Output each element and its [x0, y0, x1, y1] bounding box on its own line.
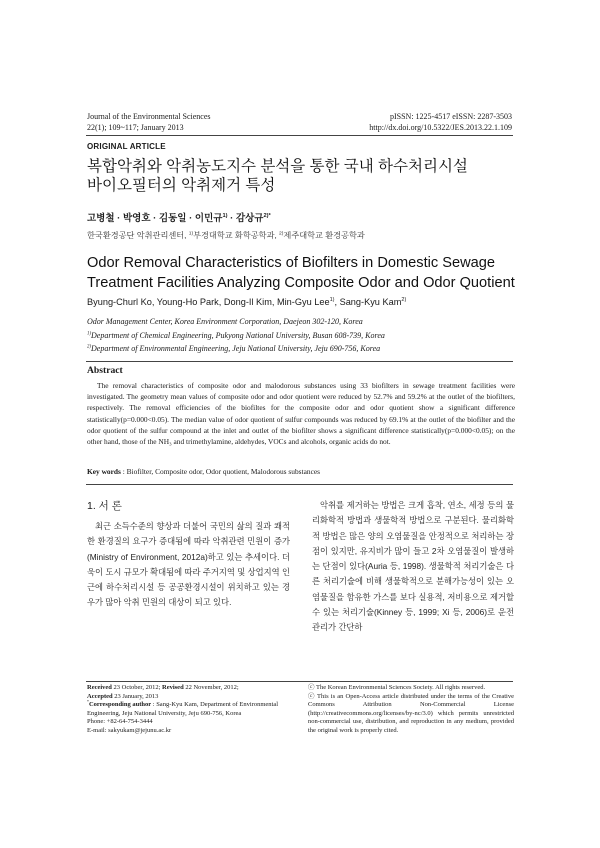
english-authors — [87, 297, 406, 307]
license: ⓒ This is an Open-Access article distributed under the terms of the Creative Commons Attribution Non-Commercial License (http://creativecommons.org/licenses/by-nc/3.0) which permits unrestricted non-commercial use, distribution, and reproduction in any medium, provided the original work is properly cited. — [308, 692, 514, 734]
issn: pISSN: 1225-4517 eISSN: 2287-3503 — [389, 112, 512, 121]
korean-title-line2: 바이오필터의 악취제거 특성 — [87, 177, 276, 194]
affil-line — [87, 329, 385, 343]
author-sup: 1) — [222, 212, 228, 219]
received-date: 23 October, 2012; — [111, 684, 163, 691]
korean-title-line1: 복합악취와 악취농도지수 분석을 통한 국내 하수처리시설 — [87, 158, 468, 175]
revised-date: 22 November, 2012; — [183, 684, 239, 691]
phone: Phone: +82-64-754-3444 — [87, 718, 153, 726]
korean-author-names: 고병철 · 박영호 · 김동일 · 이민규 — [87, 213, 223, 224]
abstract-heading: Abstract — [87, 365, 123, 376]
footer-rule — [86, 681, 513, 682]
body-right-column — [312, 498, 514, 636]
korean-affil: 한국환경공단 악취관리센터, — [87, 231, 189, 240]
abstract-bottom-rule — [86, 484, 513, 485]
affil-line — [87, 342, 385, 356]
author-sup: 2)* — [263, 212, 271, 219]
journal-issue: 22(1); 109~117; January 2013 — [87, 123, 184, 132]
abstract-text: The removal characteristics of composite odor and malodorous substances using 33 biofilters in sewage treatment facilities were investigated. The geometry mean values of composite odor and odor quotient were reduced by 52.7% and 59.2% at the outlet of the biofilters, respectively. The removal efficiencies of the biofiltes for the composite odor and odor quotient show a significant difference statistically(p=0.000<0.05). The median value of odor quotient of sulfur compounds was reduced by 69.1% at the outlet of the biofilter and the odor quotient of the sulfur compound at the inlet and outlet of the biofilter shows a significant difference statistically(p=0.000<0.05); on the other hand, those of the NH₃ and trimethylamine, aldehydes, VOCs and alcohols, organic acids do not. — [87, 381, 515, 447]
keywords-label: Key words — [87, 467, 121, 476]
doi-link[interactable]: http://dx.doi.org/10.5322/JES.2013.22.1.109 — [369, 123, 512, 132]
english-author-names: Byung-Churl Ko, Young-Ho Park, Dong-Il Kim, Min-Gyu Lee — [87, 297, 330, 307]
corresponding-author — [87, 701, 293, 718]
revised-label: Revised — [162, 684, 184, 691]
korean-author-last: · 감상규 — [227, 213, 264, 224]
abstract-top-rule — [86, 361, 513, 362]
affil-line: Odor Management Center, Korea Environment Corporation, Daejeon 302-120, Korea — [87, 317, 363, 326]
english-affiliations — [87, 315, 385, 356]
body-paragraph: 악취를 제거하는 방법은 크게 흡착, 연소, 세정 등의 물리화학적 방법과 생물학적 방법으로 구분된다. 물리화학적 방법은 많은 양의 오염물질을 안정적으로 처리하는 장점이 있지만, 유지비가 많이 들고 2차 오염물질이 발생하는 단점이 있다(Auria 등, 1998). 생물학적 처리기술은 다른 처리기술에 비해 생물학적으로 분해가능성이 있는 오염물질을 함유한 가스를 보다 실용적, 저비용으로 제거할 수 있는 처리기술(Kinney 등, 1999; Xi 등, 2006)로 운전관리가 간단하 — [312, 500, 514, 633]
corr-sup: * — [87, 700, 89, 705]
author-sup: 1) — [329, 296, 335, 303]
corr-text: : Sang-Kyu Kam, Department of Environmental Engineering, Jeju National University, Jeju 690-756, Korea — [87, 701, 279, 717]
english-author-last: , Sang-Kyu Kam — [334, 297, 402, 307]
journal-name: Journal of the Environmental Sciences — [87, 112, 211, 121]
english-title — [87, 253, 515, 293]
copyright: ⓒ The Korean Environmental Sciences Society. All rights reserved. — [308, 684, 486, 691]
korean-authors — [87, 210, 271, 224]
header-rule — [86, 135, 513, 136]
keywords-list: : Biofilter, Composite odor, Odor quotient, Malodorous substances — [120, 467, 321, 476]
corr-label: Corresponding author — [88, 701, 152, 709]
section-heading: 1. 서 론 — [87, 500, 122, 512]
affil-sup: 2) — [87, 344, 91, 350]
received-label: Received — [87, 684, 112, 691]
affil-sup: 2) — [279, 231, 284, 237]
english-title-line2: Treatment Facilities Analyzing Composite Odor and Odor Quotient — [87, 275, 515, 291]
footer-right — [308, 684, 514, 736]
english-title-line1: Odor Removal Characteristics of Biofilters in Domestic Sewage — [87, 255, 495, 271]
journal-header-left — [87, 111, 211, 133]
korean-affiliations — [87, 230, 365, 241]
korean-title — [87, 157, 468, 195]
korean-affil: 부경대학교 화학공학과, — [193, 231, 280, 240]
body-left-column: 최근 소득수준의 향상과 더불어 국민의 삶의 질과 쾌적한 환경질의 요구가 증대됨에 따라 악취관련 민원이 증가(Ministry of Environment, 2012a)하고 있는 추세이다. 더욱이 도시 규모가 확대됨에 따라 주거지역 및 상업지역 인근에 하수처리시설 등 공공환경시설이 위치하고 있는 경우가 많아 악취 민원의 대상이 되고 있다. — [87, 521, 290, 608]
accepted-date: 23 January, 2013 — [112, 692, 159, 700]
footer-left — [87, 684, 293, 736]
keywords — [87, 467, 320, 476]
article-type: ORIGINAL ARTICLE — [87, 142, 166, 151]
affil-sup: 1) — [87, 330, 91, 336]
korean-affil: 제주대학교 환경공학과 — [283, 231, 365, 240]
affil-text: Department of Chemical Engineering, Pukyong National University, Busan 608-739, Korea — [91, 330, 385, 340]
dates-line1 — [87, 684, 293, 693]
accepted-label: Accepted — [87, 692, 113, 700]
email-link[interactable]: E-mail: sakyukam@jejunu.ac.kr — [87, 726, 172, 734]
journal-header-right — [369, 111, 512, 133]
affil-text: Department of Environmental Engineering, Jeju National University, Jeju 690-756, Korea — [91, 344, 381, 353]
affil-sup: 1) — [188, 231, 194, 237]
author-sup: 2) — [401, 296, 407, 303]
